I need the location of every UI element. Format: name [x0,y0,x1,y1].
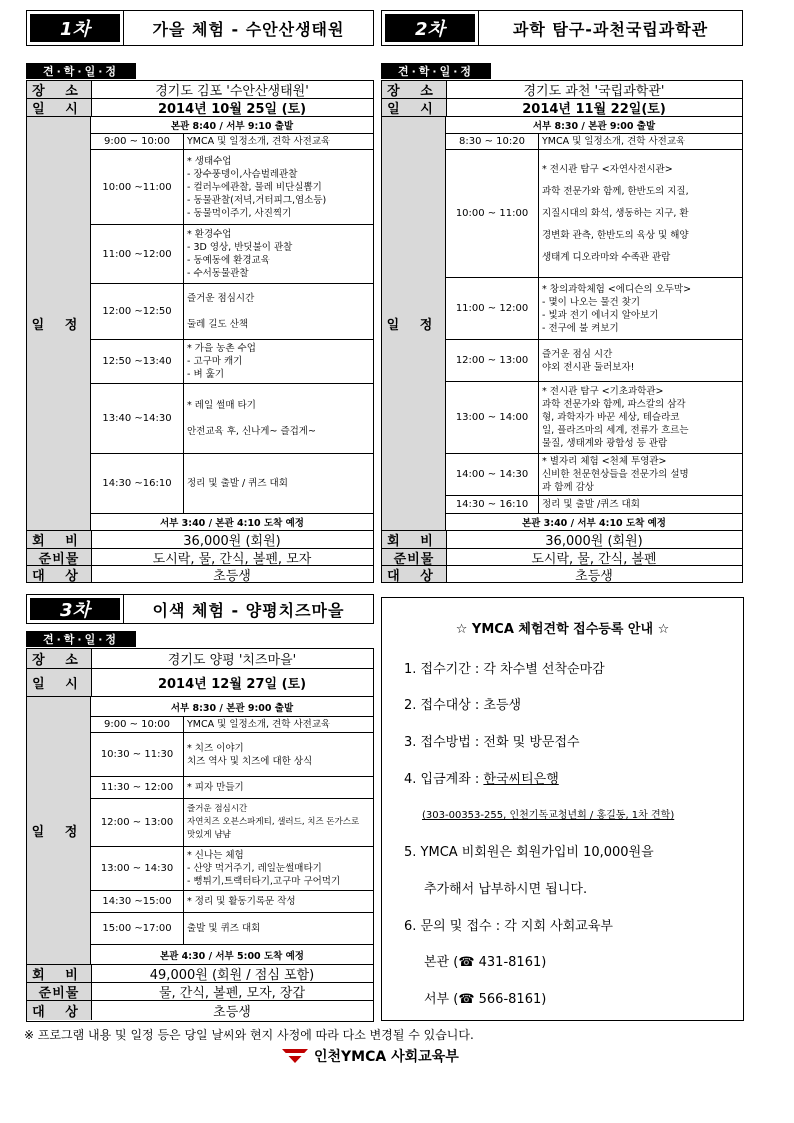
registration-guide [381,597,744,1021]
trip2-name: 과학 탐구-과천국립과학관 [478,11,742,45]
trip3-schedule-label: 일 정 [27,697,91,965]
trip2-place: 경기도 과천 '국립과학관' [523,84,665,99]
guide-item-method: 3. 접수방법 : 전화 및 방문접수 [404,735,580,750]
trip2-title-bar [381,10,743,46]
trip1-schedule-tag: 견·학·일·정 [26,63,136,79]
trip2-prep: 도시락, 물, 간식, 볼펜 [531,551,657,567]
trip2-schedule-tag: 견·학·일·정 [381,63,491,79]
org-footer [282,1046,459,1066]
trip1-target: 초등생 [213,568,251,584]
trip1-depart: 본관 8:40 / 서부 9:10 출발 [91,117,373,134]
guide-item-account: 4. 입금계좌 : 한국씨티은행 [404,772,559,787]
trip1-table: 장 소 경기도 김포 '수안산생태원' 일 시 2014년 10월 25일 (토) 일 정 본관 8:40 / 서부 9:10 출발 9:00 ~ 10:00 YMCA 및 일정소개, 견학 사전교육 10:00 ~11:00 * 생태수업 - 장수풍뎅이,사슴벌레관찰 - 컬러누에관찰, 물레 비단실뽑기 - 동물관찰(저녁,거터피그,염소등) - 동물먹이주기, 사진찍기 11:00 ~12:00 * 환경수업 - 3D 영상, 반딧불이 관찰 - 동예동에 환경교육 - 수서동물관찰 12:00 ~12:50 즐거운 점심시간 둘레 길도 산책 12:50 ~13:40 * 가을 농촌 수업 - 고구마 캐기 - 벼 훑기 13:40 ~14:30 * 레일 썰매 타기 안전교육 후, 신나게~ 즐겁게~ 14:30 ~16:10 정리 및 출발 / 퀴즈 대회 서부 3:40 / 본관 4:10 도착 예정 회 비 36,000원 (회원) 준비물 도시락, 물, 간식, 볼펜, 모자 대 상 초등생 [26,80,374,583]
trip1-place: 경기도 김포 '수안산생태원' [155,84,309,99]
trip3-target: 초등생 [213,1005,251,1020]
bank-name: 한국씨티은행 [483,772,559,787]
guide-item-contact: 6. 문의 및 접수 : 각 지회 사회교육부 [404,919,613,934]
trip1-arrive: 서부 3:40 / 본관 4:10 도착 예정 [91,514,373,531]
phone-west: 서부 (☎ 566-8161) [424,992,547,1007]
trip3-table: 장 소 경기도 양평 '치즈마을' 일 시 2014년 12월 27일 (토) 일 정 서부 8:30 / 본관 9:00 출발 9:00 ~ 10:00 YMCA 및 일정소개, 견학 사전교육 10:30 ~ 11:30 * 치즈 이야기 치즈 역사 및 치즈에 대한 상식 11:30 ~ 12:00 * 피자 만들기 12:00 ~ 13:00 즐거운 점심시간 자연치즈 오븐스파게티, 샐러드, 치즈 돈가스로 맛있게 냠냠 13:00 ~ 14:30 * 신나는 체험 - 산양 먹거주기, 레일눈썰매타기 - 뻥튀기,트랙터타기,고구마 구어먹기 14:30 ~15:00 * 정리 및 활동기록문 작성 15:00 ~17:00 출발 및 퀴즈 대회 본관 4:30 / 서부 5:00 도착 예정 회 비 49,000원 (회원 / 점심 포함) 준비물 물, 간식, 볼펜, 모자, 장갑 대 상 초등생 [26,648,374,1022]
trip3-name: 이색 체험 - 양평치즈마을 [123,595,373,623]
trip1-number: 1차 [30,14,120,42]
account-detail: (303-00353-255, 인천기독교청년회 / 홍길동, 1차 견학) [422,810,675,821]
footer-note: ※ 프로그램 내용 및 일정 등은 당일 날씨와 현지 사정에 따라 다소 변경될 수 있습니다. [24,1028,474,1042]
trip3-fee: 49,000원 (회원 / 점심 포함) [149,968,315,983]
trip3-date: 2014년 12월 27일 (토) [157,677,307,692]
trip1-date: 2014년 10월 25일 (토) [157,102,307,117]
trip2-depart: 서부 8:30 / 본관 9:00 출발 [446,117,742,134]
guide-item-nonmember: 5. YMCA 비회원은 회원가입비 10,000원을 [404,845,654,860]
phone-main: 본관 (☎ 431-8161) [424,955,547,970]
guide-item-nonmember-2: 추가해서 납부하시면 됩니다. [424,882,588,897]
guide-title: ☆ YMCA 체험견학 접수등록 안내 ☆ [455,622,670,637]
trip2-schedule-label: 일 정 [382,117,446,531]
trip1-title-bar [26,10,374,46]
trip3-number: 3차 [30,598,120,620]
trip3-place: 경기도 양평 '치즈마을' [167,653,297,668]
trip3-title-bar [26,594,374,624]
trip1-fee: 36,000원 (회원) [183,534,281,549]
trip3-arrive: 본관 4:30 / 서부 5:00 도착 예정 [91,945,373,965]
trip2-table: 장 소 경기도 과천 '국립과학관' 일 시 2014년 11월 22일(토) 일 정 서부 8:30 / 본관 9:00 출발 8:30 ~ 10:20 YMCA 및 일정소개, 견학 사전교육 10:00 ~ 11:00 * 전시관 탐구 <자연사전시관> 과학 전문가와 함께, 한반도의 지질, 지질시대의 화석, 생동하는 지구, 환 경변화 관측, 한반도의 육상 및 해양 생태계 디오라마와 수족관 관람 11:00 ~ 12:00 * 창의과학체험 <에디슨의 오두막> - 몇이 나오는 물건 찾기 - 빛과 전기 에너지 알아보기 - 전구에 불 켜보기 12:00 ~ 13:00 즐거운 점심 시간 야외 전시관 둘러보자! 13:00 ~ 14:00 * 전시관 탐구 <기초과학관> 과학 전문가와 함께, 파스칼의 삼각 형, 과학자가 바꾼 세상, 테슬라코 일, 플라즈마의 세계, 전류가 흐르는 물질, 생태계와 광합성 등 관람 14:00 ~ 14:30 * 별자리 체험 <천체 투영관> 신비한 천문현상들을 전문가의 설명 과 함께 감상 14:30 ~ 16:10 정리 및 출발 /퀴즈 대회 본관 3:40 / 서부 4:10 도착 예정 회 비 36,000원 (회원) 준비물 도시락, 물, 간식, 볼펜 대 상 초등생 [381,80,743,583]
trip1-schedule-label: 일 정 [27,117,91,531]
guide-item-period: 1. 접수기간 : 각 차수별 선착순마감 [404,662,605,677]
trip2-target: 초등생 [575,568,613,584]
trip2-arrive: 본관 3:40 / 서부 4:10 도착 예정 [446,514,742,531]
trip1-name: 가을 체험 - 수안산생태원 [123,11,373,45]
trip1-prep: 도시락, 물, 간식, 볼펜, 모자 [152,551,312,567]
trip3-depart: 서부 8:30 / 본관 9:00 출발 [91,697,373,717]
trip2-fee: 36,000원 (회원) [545,534,643,549]
org-name: 인천YMCA 사회교육부 [314,1049,459,1065]
trip3-prep: 물, 간식, 볼펜, 모자, 장갑 [158,986,306,1001]
trip2-date: 2014년 11월 22일(토) [522,102,666,117]
trip2-number: 2차 [385,14,475,42]
guide-item-target: 2. 접수대상 : 초등생 [404,698,522,713]
ymca-logo-icon [282,1049,308,1063]
trip3-schedule-tag: 견·학·일·정 [26,631,136,647]
